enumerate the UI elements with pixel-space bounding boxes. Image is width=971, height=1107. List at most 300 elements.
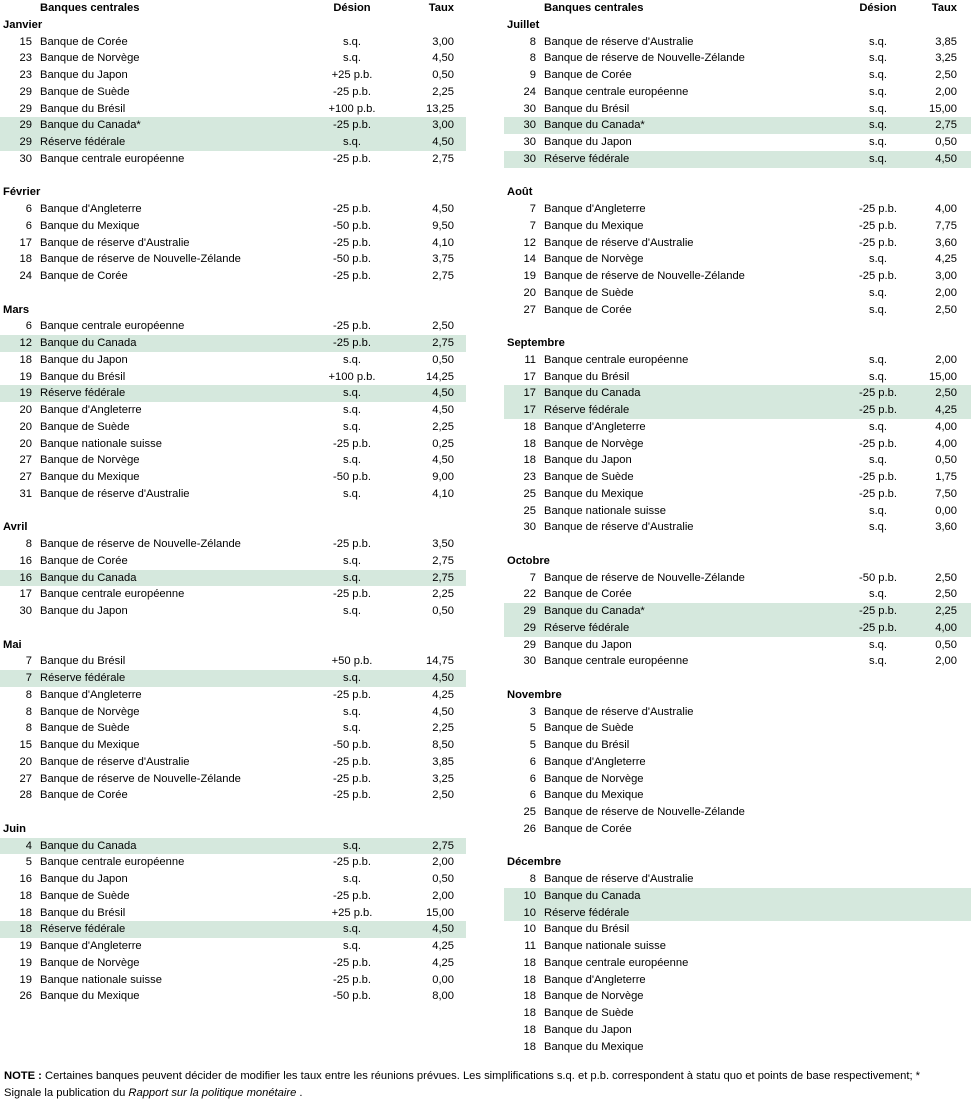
- header-decision: Désion: [859, 2, 897, 14]
- meeting-day: 10: [523, 889, 536, 902]
- meeting-day: 17: [19, 588, 32, 601]
- rate-value: 4,25: [935, 404, 957, 416]
- bank-name: Banque d'Angleterre: [544, 203, 646, 215]
- meeting-day: 18: [19, 923, 32, 936]
- table-row: [0, 117, 466, 134]
- meeting-day: 30: [523, 152, 536, 165]
- bank-name: Banque du Brésil: [40, 102, 126, 115]
- decision-value: -25 p.b.: [859, 219, 897, 232]
- decision-value: +25 p.b.: [331, 69, 373, 81]
- rate-value: 2,50: [935, 387, 957, 400]
- table-row: [504, 436, 971, 453]
- rate-value: 9,50: [432, 219, 454, 232]
- table-row: [504, 737, 971, 754]
- bank-name: Banque centrale européenne: [40, 588, 185, 601]
- bank-name: Banque de Norvège: [544, 253, 644, 266]
- bank-name: Banque de réserve de Nouvelle-Zélande: [544, 571, 745, 584]
- rate-value: 0,00: [935, 504, 957, 517]
- month-heading: [0, 821, 466, 838]
- meeting-day: 18: [523, 990, 536, 1003]
- rate-value: 7,50: [935, 487, 957, 500]
- decision-value: s.q.: [342, 839, 362, 852]
- table-row: [504, 34, 971, 51]
- decision-value: -50 p.b.: [333, 990, 371, 1003]
- meeting-day: 10: [523, 906, 536, 919]
- month-label: Septembre: [507, 337, 565, 349]
- table-row: [0, 905, 466, 922]
- bank-name: Réserve fédérale: [40, 136, 126, 148]
- meeting-day: 11: [524, 940, 536, 952]
- bank-name: Banque de Corée: [40, 789, 128, 802]
- rate-value: 3,85: [432, 755, 454, 768]
- table-row: [504, 821, 971, 838]
- table-row: [0, 34, 466, 51]
- table-row: [504, 285, 971, 302]
- table-row: [504, 938, 971, 955]
- meeting-day: 5: [529, 722, 536, 735]
- rate-value: 4,50: [432, 136, 454, 148]
- rate-value: 0,50: [935, 638, 957, 651]
- meeting-day: 20: [19, 755, 32, 768]
- table-row: [504, 134, 971, 151]
- meeting-day: 30: [523, 521, 536, 534]
- bank-name: Banque de Corée: [40, 554, 128, 567]
- bank-name: Banque du Canada: [40, 571, 137, 584]
- rate-value: 2,00: [432, 856, 454, 869]
- bank-name: Banque du Brésil: [544, 739, 630, 751]
- bank-name: Banque de Norvège: [40, 956, 140, 969]
- month-label: Juillet: [507, 18, 540, 31]
- table-row: [504, 50, 971, 67]
- meeting-day: 8: [25, 705, 32, 718]
- rate-value: 8,50: [432, 739, 454, 751]
- meeting-day: 20: [19, 404, 32, 416]
- note-italic: Rapport sur la politique monétaire: [128, 1087, 297, 1099]
- table-row: [0, 586, 466, 603]
- decision-value: s.q.: [868, 353, 888, 366]
- meeting-day: 8: [529, 52, 536, 65]
- bank-name: Banque de réserve d'Australie: [40, 487, 190, 500]
- rate-value: 15,00: [929, 370, 957, 383]
- decision-value: -25 p.b.: [333, 889, 371, 902]
- table-row: [0, 452, 466, 469]
- meeting-day: 15: [19, 739, 32, 751]
- bank-name: Banque de Suède: [40, 85, 130, 98]
- decision-value: -50 p.b.: [333, 739, 371, 751]
- table-row: [0, 553, 466, 570]
- table-row: [0, 67, 466, 84]
- bank-name: Banque de Corée: [40, 35, 128, 48]
- month-label: Novembre: [507, 688, 562, 701]
- left-column: [0, 0, 466, 1005]
- bank-name: Banque de Corée: [544, 822, 632, 835]
- decision-value: -25 p.b.: [859, 605, 897, 617]
- bank-name: Banque du Mexique: [40, 471, 140, 483]
- table-row: [504, 402, 971, 419]
- decision-value: -25 p.b.: [333, 772, 371, 785]
- bank-name: Banque du Brésil: [544, 923, 630, 936]
- meeting-day: 18: [523, 1040, 536, 1053]
- header-bank: Banques centrales: [544, 2, 644, 14]
- meeting-day: 29: [19, 136, 32, 148]
- decision-value: -25 p.b.: [859, 437, 897, 450]
- table-row: [504, 620, 971, 637]
- meeting-day: 18: [523, 1023, 536, 1036]
- decision-value: s.q.: [868, 35, 888, 48]
- rate-value: 0,50: [432, 873, 454, 885]
- decision-value: s.q.: [342, 722, 362, 735]
- rate-value: 4,25: [935, 253, 957, 266]
- bank-name: Banque de Suède: [544, 471, 634, 483]
- note-end: .: [296, 1087, 303, 1099]
- bank-name: Banque de réserve d'Australie: [544, 705, 694, 718]
- meeting-day: 20: [19, 437, 32, 450]
- bank-name: Banque du Canada: [544, 387, 641, 400]
- bank-name: Banque de réserve d'Australie: [40, 236, 190, 249]
- rate-value: 2,50: [935, 588, 957, 601]
- bank-name: Banque du Mexique: [544, 487, 644, 500]
- rate-value: 2,75: [432, 337, 454, 349]
- meeting-day: 18: [19, 906, 32, 919]
- bank-name: Banque de Corée: [544, 303, 632, 316]
- decision-value: s.q.: [342, 672, 362, 684]
- meeting-day: 30: [523, 119, 536, 132]
- decision-value: +100 p.b.: [328, 102, 376, 115]
- decision-value: -50 p.b.: [333, 219, 371, 232]
- bank-name: Banque de Suède: [544, 286, 634, 299]
- bank-name: Banque d'Angleterre: [40, 203, 142, 215]
- spacer-row: [504, 536, 971, 553]
- bank-name: Banque centrale européenne: [544, 353, 689, 366]
- header-rate: Taux: [931, 2, 957, 14]
- rate-value: 2,50: [935, 571, 957, 584]
- bank-name: Banque centrale européenne: [544, 85, 689, 98]
- meeting-day: 5: [529, 739, 536, 751]
- table-row: [0, 570, 466, 587]
- meeting-day: 5: [25, 856, 32, 869]
- table-row: [504, 67, 971, 84]
- meeting-day: 24: [19, 270, 32, 282]
- rate-value: 4,50: [432, 203, 454, 215]
- month-heading: [504, 335, 971, 352]
- month-label: Mars: [3, 303, 30, 316]
- meeting-day: 30: [19, 152, 32, 165]
- bank-name: Banque du Mexique: [544, 219, 644, 232]
- bank-name: Banque de réserve de Nouvelle-Zélande: [40, 538, 241, 550]
- table-row: [0, 101, 466, 118]
- table-row: [0, 318, 466, 335]
- meeting-day: 25: [523, 806, 536, 818]
- table-row: [0, 134, 466, 151]
- bank-name: Banque d'Angleterre: [544, 973, 646, 986]
- table-row: [504, 452, 971, 469]
- decision-value: s.q.: [868, 454, 888, 467]
- bank-name: Banque du Canada: [544, 889, 641, 902]
- decision-value: -50 p.b.: [333, 253, 371, 266]
- bank-name: Réserve fédérale: [544, 906, 630, 919]
- bank-name: Banque de Norvège: [40, 52, 140, 65]
- bank-name: Banque de Norvège: [544, 437, 644, 450]
- bank-name: Banque nationale suisse: [40, 437, 162, 450]
- table-row: [504, 1022, 971, 1039]
- meeting-day: 17: [19, 236, 32, 249]
- rate-value: 3,25: [432, 772, 454, 785]
- meeting-day: 17: [523, 404, 536, 416]
- month-heading: [504, 17, 971, 34]
- meeting-day: 27: [19, 454, 32, 467]
- meeting-day: 7: [529, 203, 536, 215]
- meeting-day: 7: [529, 571, 536, 584]
- meeting-day: 3: [529, 705, 536, 718]
- meeting-day: 28: [19, 789, 32, 802]
- meeting-day: 30: [523, 136, 536, 148]
- table-row: [0, 235, 466, 252]
- rate-value: 0,50: [432, 605, 454, 617]
- rate-value: 0,50: [432, 69, 454, 81]
- bank-name: Banque de Norvège: [40, 705, 140, 718]
- decision-value: -25 p.b.: [333, 236, 371, 249]
- meeting-day: 19: [19, 973, 32, 986]
- meeting-day: 15: [19, 35, 32, 48]
- bank-name: Banque de Suède: [40, 889, 130, 902]
- rate-value: 2,75: [935, 119, 957, 132]
- meeting-day: 18: [523, 1007, 536, 1019]
- rate-value: 2,75: [432, 571, 454, 584]
- table-row: [504, 117, 971, 134]
- table-row: [0, 888, 466, 905]
- table-row: [504, 419, 971, 436]
- rate-value: 3,85: [935, 35, 957, 48]
- rate-value: 4,00: [935, 621, 957, 634]
- meeting-day: 23: [19, 69, 32, 81]
- rate-value: 2,00: [935, 286, 957, 299]
- meeting-day: 31: [19, 487, 32, 500]
- decision-value: -25 p.b.: [859, 203, 897, 215]
- bank-name: Réserve fédérale: [544, 404, 630, 416]
- table-row: [504, 955, 971, 972]
- bank-name: Banque centrale européenne: [40, 856, 185, 869]
- rate-value: 2,75: [432, 554, 454, 567]
- spacer-row: [504, 838, 971, 855]
- meeting-day: 29: [523, 605, 536, 617]
- spacer-row: [0, 620, 466, 637]
- decision-value: s.q.: [868, 504, 888, 517]
- meeting-day: 18: [523, 956, 536, 969]
- table-row: [504, 84, 971, 101]
- meeting-day: 30: [523, 655, 536, 668]
- table-row: [0, 687, 466, 704]
- decision-value: s.q.: [342, 873, 362, 885]
- rate-value: 2,25: [432, 420, 454, 433]
- meeting-day: 30: [19, 605, 32, 617]
- table-row: [0, 871, 466, 888]
- rate-value: 0,50: [432, 353, 454, 366]
- decision-value: -25 p.b.: [333, 119, 371, 132]
- meeting-day: 6: [25, 203, 32, 215]
- meeting-day: 19: [19, 940, 32, 952]
- spacer-row: [0, 285, 466, 302]
- month-heading: [504, 184, 971, 201]
- rate-value: 2,00: [935, 353, 957, 366]
- bank-name: Banque du Brésil: [40, 655, 126, 668]
- table-row: [504, 637, 971, 654]
- decision-value: s.q.: [342, 940, 362, 952]
- table-row: [504, 201, 971, 218]
- meeting-day: 7: [25, 655, 32, 668]
- meeting-day: 25: [523, 487, 536, 500]
- bank-name: Banque de réserve d'Australie: [40, 755, 190, 768]
- bank-name: Réserve fédérale: [544, 152, 630, 165]
- decision-value: -50 p.b.: [859, 571, 897, 584]
- table-header: [504, 0, 971, 17]
- meeting-day: 9: [529, 69, 536, 81]
- meeting-day: 6: [25, 219, 32, 232]
- bank-name: Banque du Brésil: [40, 906, 126, 919]
- table-row: [0, 754, 466, 771]
- bank-name: Banque de Suède: [544, 722, 634, 735]
- right-column: [504, 0, 971, 1055]
- rate-value: 4,50: [432, 52, 454, 65]
- decision-value: s.q.: [868, 85, 888, 98]
- rate-value: 4,25: [432, 688, 454, 701]
- bank-name: Banque du Japon: [544, 638, 632, 651]
- table-row: [0, 436, 466, 453]
- table-row: [0, 352, 466, 369]
- table-row: [504, 151, 971, 168]
- bank-name: Banque de Corée: [544, 69, 632, 81]
- decision-value: s.q.: [868, 286, 888, 299]
- meeting-day: 8: [529, 35, 536, 48]
- meeting-day: 7: [529, 219, 536, 232]
- bank-name: Banque du Japon: [40, 69, 128, 81]
- decision-value: +50 p.b.: [331, 655, 373, 668]
- month-label: Janvier: [3, 18, 43, 31]
- table-row: [0, 854, 466, 871]
- bank-name: Banque du Brésil: [544, 102, 630, 115]
- month-heading: [0, 302, 466, 319]
- decision-value: s.q.: [342, 571, 362, 584]
- bank-name: Banque de réserve d'Australie: [544, 35, 694, 48]
- bank-name: Banque de réserve de Nouvelle-Zélande: [40, 253, 241, 266]
- rate-value: 2,00: [432, 889, 454, 902]
- table-row: [0, 921, 466, 938]
- rate-value: 4,50: [432, 454, 454, 467]
- decision-value: s.q.: [868, 152, 888, 165]
- bank-name: Banque de réserve d'Australie: [544, 521, 694, 534]
- spacer-row: [504, 318, 971, 335]
- decision-value: s.q.: [868, 102, 888, 115]
- table-row: [504, 369, 971, 386]
- bank-name: Banque d'Angleterre: [544, 755, 646, 768]
- decision-value: -25 p.b.: [333, 956, 371, 969]
- month-label: Avril: [3, 521, 28, 534]
- meeting-day: 17: [523, 370, 536, 383]
- meeting-day: 8: [25, 688, 32, 701]
- bank-name: Banque de Suède: [40, 420, 130, 433]
- meeting-day: 18: [523, 437, 536, 450]
- bank-name: Banque du Mexique: [544, 1040, 644, 1053]
- bank-name: Banque de Norvège: [544, 990, 644, 1003]
- bank-name: Banque d'Angleterre: [40, 404, 142, 416]
- meeting-day: 24: [523, 85, 536, 98]
- bank-name: Banque de réserve de Nouvelle-Zélande: [544, 270, 745, 282]
- table-row: [0, 486, 466, 503]
- bank-name: Banque du Japon: [40, 605, 128, 617]
- bank-name: Banque du Mexique: [40, 739, 140, 751]
- meeting-day: 14: [523, 253, 536, 266]
- decision-value: -25 p.b.: [333, 152, 371, 165]
- header-rate: Taux: [428, 2, 454, 14]
- bank-name: Banque du Japon: [544, 454, 632, 467]
- decision-value: s.q.: [342, 353, 362, 366]
- rate-value: 15,00: [426, 906, 454, 919]
- rate-value: 2,50: [432, 789, 454, 802]
- decision-value: -25 p.b.: [859, 621, 897, 634]
- decision-value: +25 p.b.: [331, 906, 373, 919]
- decision-value: -25 p.b.: [333, 973, 371, 986]
- rate-value: 13,25: [426, 102, 454, 115]
- month-heading: [504, 854, 971, 871]
- decision-value: s.q.: [868, 136, 888, 148]
- table-row: [0, 151, 466, 168]
- meeting-day: 6: [529, 755, 536, 768]
- rate-value: 4,10: [432, 236, 454, 249]
- decision-value: s.q.: [868, 69, 888, 81]
- decision-value: -25 p.b.: [859, 471, 897, 483]
- meeting-day: 29: [19, 119, 32, 132]
- bank-name: Banque du Brésil: [544, 370, 630, 383]
- bank-name: Banque nationale suisse: [40, 973, 162, 986]
- table-row: [504, 486, 971, 503]
- bank-name: Banque du Japon: [40, 353, 128, 366]
- decision-value: s.q.: [342, 454, 362, 467]
- rate-value: 3,75: [432, 253, 454, 266]
- decision-value: -25 p.b.: [333, 789, 371, 802]
- table-row: [0, 972, 466, 989]
- decision-value: -25 p.b.: [333, 337, 371, 349]
- bank-name: Banque de Suède: [40, 722, 130, 735]
- meeting-day: 12: [523, 236, 536, 249]
- meeting-day: 8: [529, 873, 536, 885]
- table-row: [0, 50, 466, 67]
- meeting-day: 10: [523, 923, 536, 936]
- decision-value: -25 p.b.: [333, 437, 371, 450]
- table-row: [0, 938, 466, 955]
- decision-value: s.q.: [342, 554, 362, 567]
- decision-value: s.q.: [868, 638, 888, 651]
- meeting-day: 12: [19, 337, 32, 349]
- rate-value: 14,25: [426, 370, 454, 383]
- bank-name: Banque du Canada*: [544, 119, 645, 132]
- rate-value: 2,75: [432, 270, 454, 282]
- meeting-day: 27: [19, 471, 32, 483]
- rate-value: 9,00: [432, 471, 454, 483]
- table-row: [504, 754, 971, 771]
- bank-name: Réserve fédérale: [40, 387, 126, 400]
- bank-name: Banque du Canada: [40, 839, 137, 852]
- decision-value: s.q.: [342, 387, 362, 400]
- meeting-day: 22: [523, 588, 536, 601]
- rate-value: 3,25: [935, 52, 957, 65]
- meeting-day: 16: [19, 873, 32, 885]
- rate-value: 3,50: [432, 538, 454, 550]
- rate-value: 4,50: [432, 672, 454, 684]
- month-heading: [0, 519, 466, 536]
- rate-value: 15,00: [929, 102, 957, 115]
- table-row: [504, 385, 971, 402]
- table-row: [504, 787, 971, 804]
- decision-value: s.q.: [868, 521, 888, 534]
